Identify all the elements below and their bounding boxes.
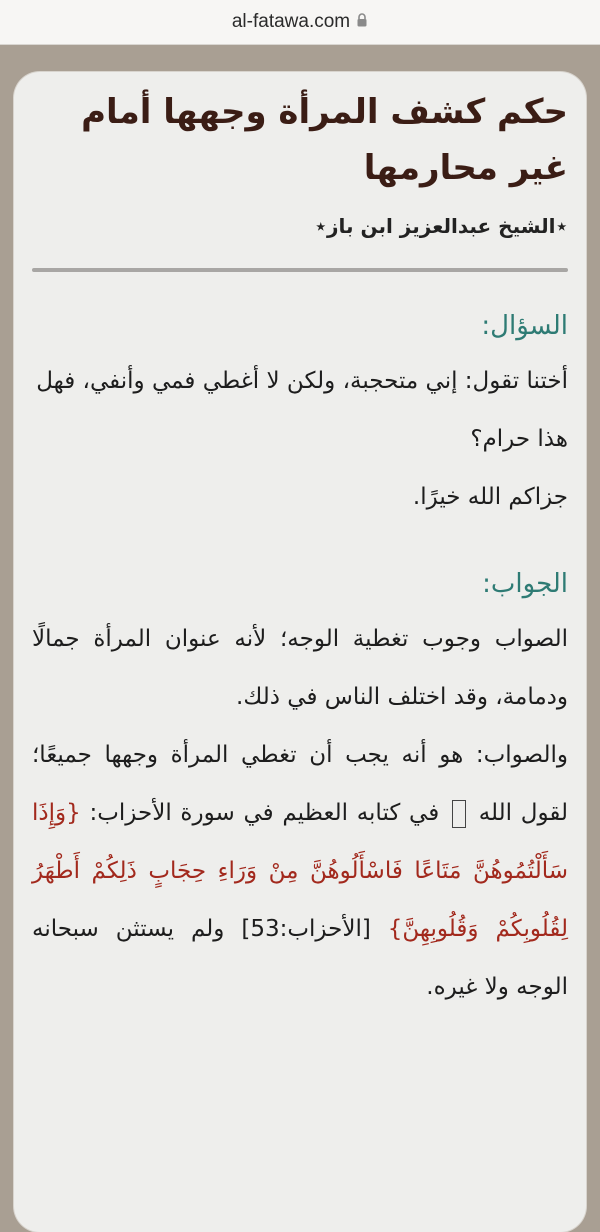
answer-text: في كتابه العظيم في سورة الأحزاب: [89, 800, 440, 826]
quran-verse: {وَإِذَا سَأَلْتُمُوهُنَّ مَتَاعًا فَاسْأَلُوهُنَّ مِنْ وَرَاءِ حِجَابٍ ذَلِكُمْ أَطْهَرُ لِقُلُوبِكُمْ وَقُلُوبِهِنَّ} [32, 800, 569, 942]
question-heading: السؤال: [481, 311, 568, 341]
answer-paragraph: الصواب وجوب تغطية الوجه؛ لأنه عنوان المرأة جمالًا ودمامة، وقد اختلف الناس في ذلك. [32, 626, 568, 710]
author-name: ⋆الشيخ عبدالعزيز ابن باز⋆ [314, 214, 568, 238]
answer-text: والصواب: هو أنه يجب أن تغطي المرأة وجهها جميعًا؛ لقول الله [32, 742, 569, 826]
honorific-glyph [452, 800, 466, 828]
answer-text: ولم يستثن سبحانه الوجه ولا غيره. [32, 916, 568, 1000]
answer-paragraph [32, 726, 568, 1016]
question-line: أختنا تقول: إني متحجبة، ولكن لا أغطي فمي وأنفي، فهل هذا حرام؟ [36, 368, 568, 452]
question-line: جزاكم الله خيرًا. [412, 484, 568, 510]
lock-icon [356, 13, 368, 31]
article-content [32, 84, 568, 1016]
divider [32, 268, 568, 272]
verse-reference: [الأحزاب:53] [241, 916, 371, 942]
page-title: حكم كشف المرأة وجهها أمام غير محارمها [81, 92, 568, 188]
url-text[interactable]: al-fatawa.com [231, 11, 351, 32]
answer-heading: الجواب: [482, 569, 568, 599]
address-bar[interactable] [0, 0, 600, 45]
